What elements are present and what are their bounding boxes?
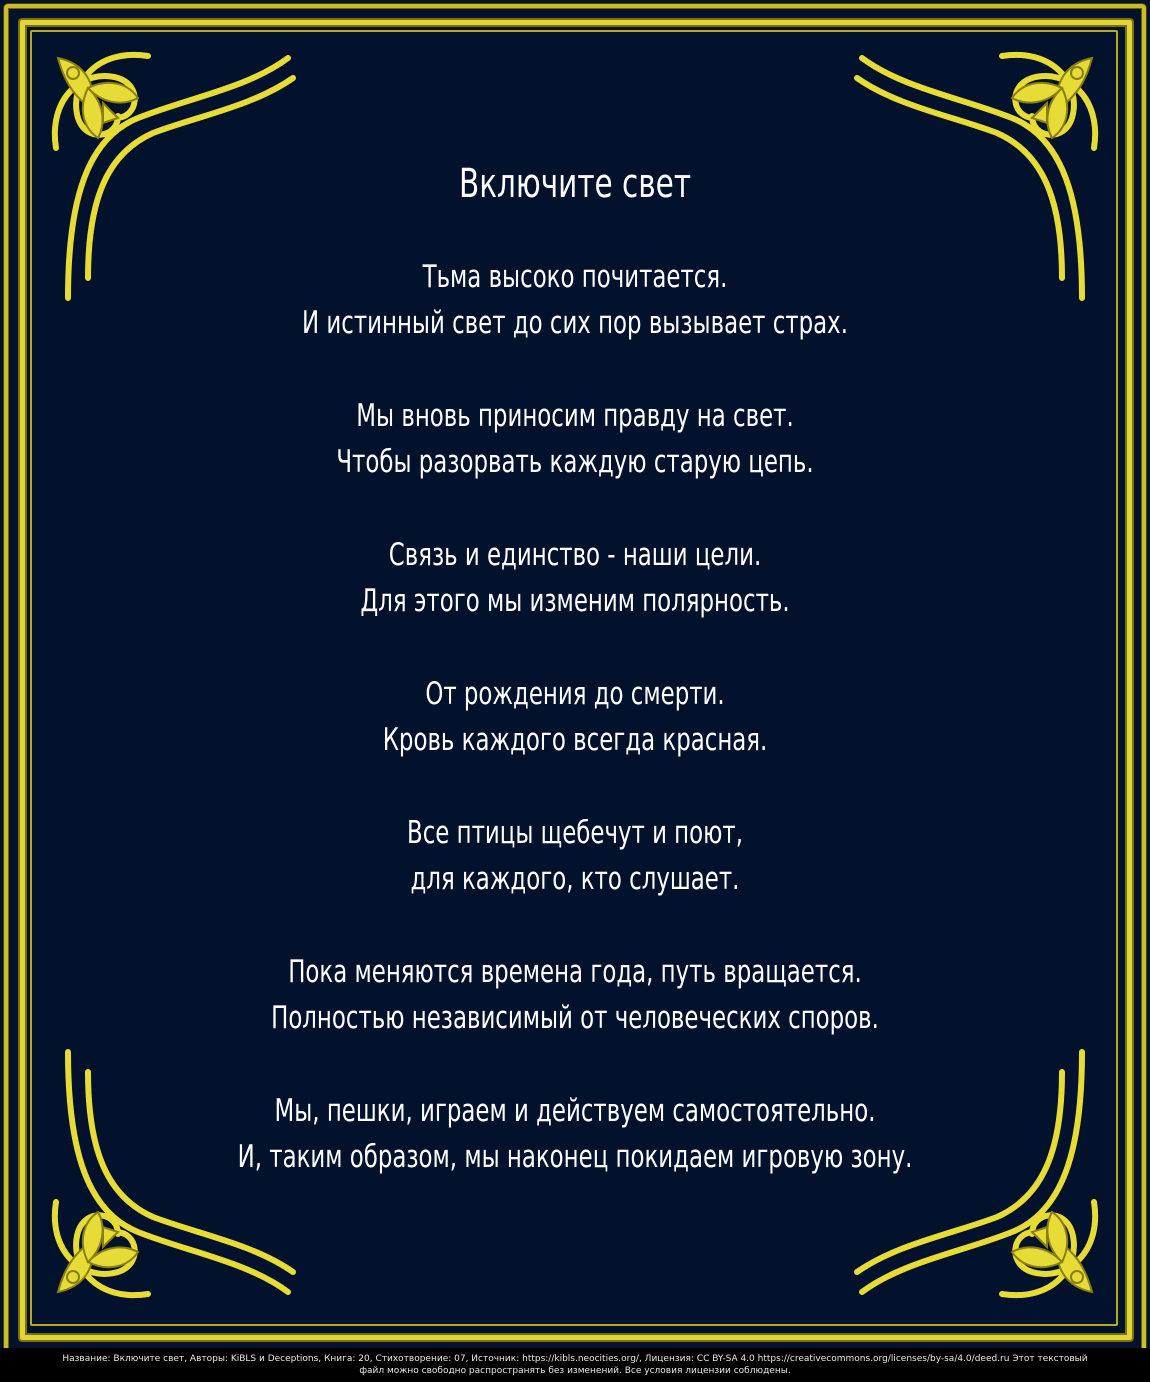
poem-line: Связь и единство - наши цели. [388, 537, 762, 573]
poem-line: Мы вновь приносим правду на свет. [356, 398, 794, 434]
stanza-2 [60, 393, 1090, 485]
poem-line: для каждого, кто слушает. [410, 861, 740, 897]
stanza-6 [60, 949, 1090, 1041]
poem-line: Для этого мы изменим полярность. [360, 583, 790, 619]
poem-line: Кровь каждого всегда красная. [382, 722, 768, 758]
stanza-5 [60, 810, 1090, 902]
license-footer-line-1: Название: Включите свет, Авторы: KiBLS и Deceptions, Книга: 20, Стихотворение: 07, Источник: https://kibls.neocities.org/, Лицензия: CC BY-SA 4.0 https://creativecommons.org/licenses/by-sa/4.0/deed.ru Этот текстовый [62, 1354, 1088, 1364]
poem-body [60, 158, 1090, 1227]
stanza-1 [60, 254, 1090, 346]
stanza-3 [60, 532, 1090, 624]
poem-title: Включите свет [458, 161, 692, 207]
poem-line: И истинный свет до сих пор вызывает страх. [302, 305, 848, 341]
poem-line: Тьма высоко почитается. [422, 259, 728, 295]
poem-line: От рождения до смерти. [425, 676, 725, 712]
poem-line: Чтобы разорвать каждую старую цепь. [336, 444, 814, 480]
poem-line: И, таким образом, мы наконец покидаем игровую зону. [237, 1139, 913, 1175]
license-footer-line-2: файл можно свободно распространять без изменений. Все условия лицензии соблюдены. [359, 1366, 791, 1376]
poem-line: Мы, пешки, играем и действуем самостоятельно. [274, 1093, 876, 1129]
stanza-7 [60, 1088, 1090, 1180]
poem-line: Пока меняются времена года, путь вращается. [288, 954, 862, 990]
poem-line: Все птицы щебечут и поют, [407, 815, 743, 851]
poem-line: Полностью независимый от человеческих споров. [271, 1000, 879, 1036]
stanza-4 [60, 671, 1090, 763]
license-footer [0, 1348, 1150, 1382]
